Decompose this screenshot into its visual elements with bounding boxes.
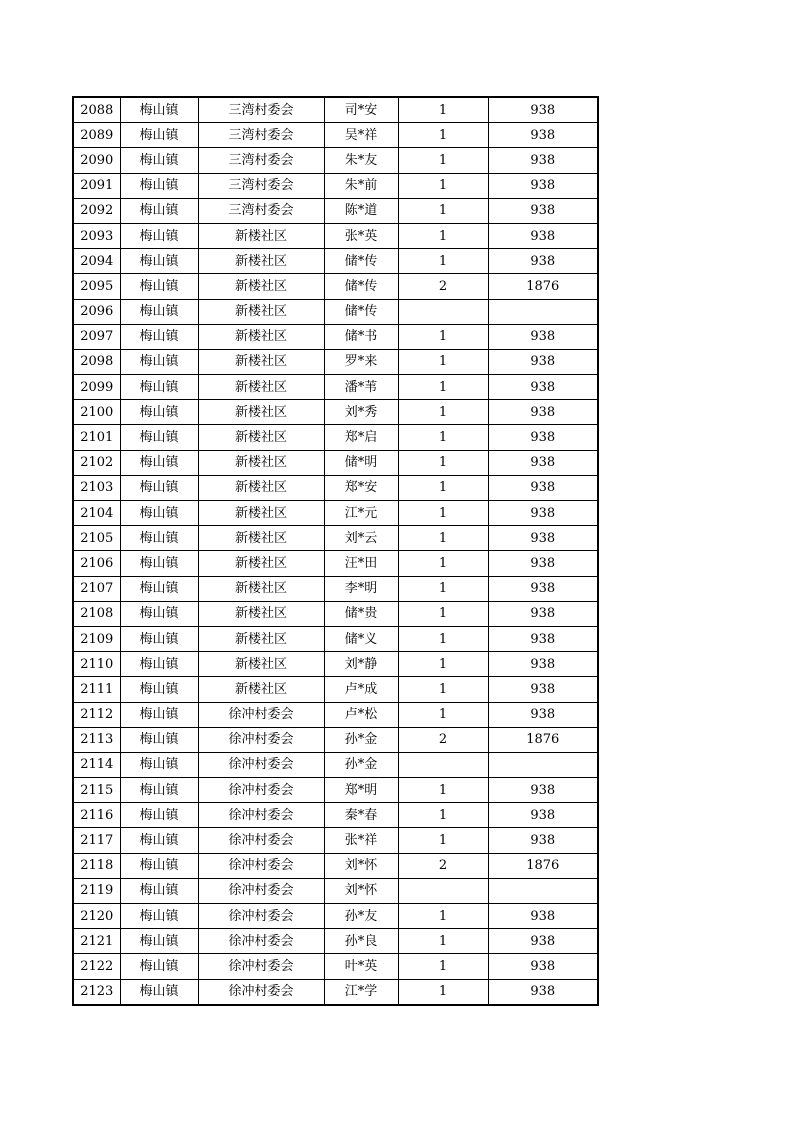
name-cell: 郑*启 — [324, 425, 398, 450]
town-cell: 梅山镇 — [120, 349, 198, 374]
town-cell: 梅山镇 — [120, 778, 198, 803]
amount-cell: 938 — [488, 576, 598, 601]
name-cell: 储*传 — [324, 299, 398, 324]
table-row — [73, 929, 598, 954]
count-cell: 1 — [398, 349, 488, 374]
village-cell: 新楼社区 — [198, 652, 324, 677]
count-cell: 1 — [398, 652, 488, 677]
table-row — [73, 677, 598, 702]
village-cell: 新楼社区 — [198, 626, 324, 651]
amount-cell: 1876 — [488, 727, 598, 752]
town-cell: 梅山镇 — [120, 803, 198, 828]
name-cell: 孙*友 — [324, 904, 398, 929]
town-cell: 梅山镇 — [120, 853, 198, 878]
village-cell: 徐冲村委会 — [198, 853, 324, 878]
town-cell: 梅山镇 — [120, 929, 198, 954]
town-cell: 梅山镇 — [120, 652, 198, 677]
count-cell: 1 — [398, 148, 488, 173]
town-cell: 梅山镇 — [120, 551, 198, 576]
count-cell: 1 — [398, 501, 488, 526]
village-cell: 新楼社区 — [198, 526, 324, 551]
name-cell: 卢*成 — [324, 677, 398, 702]
table-row — [73, 501, 598, 526]
table-row — [73, 752, 598, 777]
amount-cell: 1876 — [488, 853, 598, 878]
town-cell: 梅山镇 — [120, 375, 198, 400]
table-row — [73, 652, 598, 677]
amount-cell: 938 — [488, 450, 598, 475]
name-cell: 储*书 — [324, 324, 398, 349]
row-number-cell: 2101 — [73, 425, 120, 450]
row-number-cell: 2109 — [73, 626, 120, 651]
town-cell: 梅山镇 — [120, 702, 198, 727]
town-cell: 梅山镇 — [120, 576, 198, 601]
amount-cell: 938 — [488, 400, 598, 425]
count-cell: 1 — [398, 979, 488, 1005]
table-row — [73, 778, 598, 803]
village-cell: 新楼社区 — [198, 400, 324, 425]
town-cell: 梅山镇 — [120, 727, 198, 752]
town-cell: 梅山镇 — [120, 475, 198, 500]
table-row — [73, 299, 598, 324]
village-cell: 徐冲村委会 — [198, 979, 324, 1005]
name-cell: 孙*良 — [324, 929, 398, 954]
table-row — [73, 979, 598, 1005]
village-cell: 新楼社区 — [198, 223, 324, 248]
amount-cell: 938 — [488, 475, 598, 500]
village-cell: 三湾村委会 — [198, 198, 324, 223]
row-number-cell: 2113 — [73, 727, 120, 752]
row-number-cell: 2114 — [73, 752, 120, 777]
row-number-cell: 2104 — [73, 501, 120, 526]
village-cell: 徐冲村委会 — [198, 702, 324, 727]
amount-cell: 938 — [488, 551, 598, 576]
table-row — [73, 702, 598, 727]
village-cell: 新楼社区 — [198, 475, 324, 500]
town-cell: 梅山镇 — [120, 677, 198, 702]
row-number-cell: 2107 — [73, 576, 120, 601]
name-cell: 郑*明 — [324, 778, 398, 803]
amount-cell: 938 — [488, 501, 598, 526]
town-cell: 梅山镇 — [120, 274, 198, 299]
town-cell: 梅山镇 — [120, 299, 198, 324]
name-cell: 储*贵 — [324, 601, 398, 626]
village-cell: 徐冲村委会 — [198, 954, 324, 979]
village-cell: 三湾村委会 — [198, 97, 324, 123]
count-cell: 1 — [398, 778, 488, 803]
name-cell: 刘*怀 — [324, 878, 398, 903]
amount-cell: 938 — [488, 526, 598, 551]
table-row — [73, 375, 598, 400]
amount-cell — [488, 878, 598, 903]
count-cell: 1 — [398, 97, 488, 123]
row-number-cell: 2103 — [73, 475, 120, 500]
village-cell: 新楼社区 — [198, 274, 324, 299]
town-cell: 梅山镇 — [120, 954, 198, 979]
row-number-cell: 2121 — [73, 929, 120, 954]
town-cell: 梅山镇 — [120, 828, 198, 853]
village-cell: 新楼社区 — [198, 501, 324, 526]
town-cell: 梅山镇 — [120, 526, 198, 551]
village-cell: 徐冲村委会 — [198, 803, 324, 828]
count-cell: 2 — [398, 853, 488, 878]
name-cell: 朱*前 — [324, 173, 398, 198]
row-number-cell: 2112 — [73, 702, 120, 727]
table-row — [73, 526, 598, 551]
village-cell: 新楼社区 — [198, 299, 324, 324]
data-table — [72, 96, 599, 1006]
row-number-cell: 2096 — [73, 299, 120, 324]
village-cell: 三湾村委会 — [198, 148, 324, 173]
table-body — [73, 97, 598, 1005]
name-cell: 张*英 — [324, 223, 398, 248]
row-number-cell: 2093 — [73, 223, 120, 248]
table-row — [73, 173, 598, 198]
table-row — [73, 450, 598, 475]
name-cell: 司*安 — [324, 97, 398, 123]
name-cell: 刘*怀 — [324, 853, 398, 878]
name-cell: 张*祥 — [324, 828, 398, 853]
row-number-cell: 2090 — [73, 148, 120, 173]
village-cell: 徐冲村委会 — [198, 752, 324, 777]
name-cell: 秦*春 — [324, 803, 398, 828]
name-cell: 罗*来 — [324, 349, 398, 374]
count-cell: 2 — [398, 727, 488, 752]
village-cell: 新楼社区 — [198, 551, 324, 576]
name-cell: 郑*安 — [324, 475, 398, 500]
row-number-cell: 2095 — [73, 274, 120, 299]
table-row — [73, 249, 598, 274]
amount-cell: 938 — [488, 324, 598, 349]
table-row — [73, 324, 598, 349]
count-cell — [398, 878, 488, 903]
amount-cell: 938 — [488, 626, 598, 651]
table-row — [73, 97, 598, 123]
row-number-cell: 2120 — [73, 904, 120, 929]
town-cell: 梅山镇 — [120, 626, 198, 651]
name-cell: 李*明 — [324, 576, 398, 601]
village-cell: 新楼社区 — [198, 375, 324, 400]
table-row — [73, 475, 598, 500]
count-cell: 2 — [398, 274, 488, 299]
count-cell: 1 — [398, 904, 488, 929]
table-row — [73, 349, 598, 374]
count-cell: 1 — [398, 123, 488, 148]
name-cell: 叶*英 — [324, 954, 398, 979]
amount-cell: 938 — [488, 828, 598, 853]
amount-cell: 938 — [488, 601, 598, 626]
amount-cell: 938 — [488, 677, 598, 702]
name-cell: 江*学 — [324, 979, 398, 1005]
amount-cell: 938 — [488, 652, 598, 677]
row-number-cell: 2116 — [73, 803, 120, 828]
village-cell: 徐冲村委会 — [198, 828, 324, 853]
name-cell: 江*元 — [324, 501, 398, 526]
amount-cell: 938 — [488, 929, 598, 954]
amount-cell: 938 — [488, 904, 598, 929]
town-cell: 梅山镇 — [120, 148, 198, 173]
count-cell: 1 — [398, 551, 488, 576]
village-cell: 徐冲村委会 — [198, 904, 324, 929]
row-number-cell: 2088 — [73, 97, 120, 123]
table-row — [73, 198, 598, 223]
table-row — [73, 123, 598, 148]
town-cell: 梅山镇 — [120, 601, 198, 626]
row-number-cell: 2105 — [73, 526, 120, 551]
row-number-cell: 2115 — [73, 778, 120, 803]
town-cell: 梅山镇 — [120, 324, 198, 349]
table-row — [73, 400, 598, 425]
count-cell — [398, 299, 488, 324]
amount-cell: 938 — [488, 223, 598, 248]
table-row — [73, 727, 598, 752]
name-cell: 汪*田 — [324, 551, 398, 576]
town-cell: 梅山镇 — [120, 979, 198, 1005]
village-cell: 新楼社区 — [198, 249, 324, 274]
town-cell: 梅山镇 — [120, 249, 198, 274]
table-row — [73, 551, 598, 576]
table-row — [73, 626, 598, 651]
count-cell: 1 — [398, 526, 488, 551]
row-number-cell: 2094 — [73, 249, 120, 274]
amount-cell: 938 — [488, 954, 598, 979]
name-cell: 潘*苇 — [324, 375, 398, 400]
table-row — [73, 828, 598, 853]
row-number-cell: 2092 — [73, 198, 120, 223]
row-number-cell: 2123 — [73, 979, 120, 1005]
row-number-cell: 2119 — [73, 878, 120, 903]
count-cell: 1 — [398, 626, 488, 651]
count-cell: 1 — [398, 400, 488, 425]
town-cell: 梅山镇 — [120, 450, 198, 475]
name-cell: 刘*秀 — [324, 400, 398, 425]
town-cell: 梅山镇 — [120, 123, 198, 148]
row-number-cell: 2106 — [73, 551, 120, 576]
amount-cell: 938 — [488, 148, 598, 173]
table-row — [73, 274, 598, 299]
village-cell: 新楼社区 — [198, 601, 324, 626]
amount-cell: 938 — [488, 375, 598, 400]
name-cell: 储*传 — [324, 249, 398, 274]
table-row — [73, 425, 598, 450]
town-cell: 梅山镇 — [120, 501, 198, 526]
amount-cell: 938 — [488, 803, 598, 828]
amount-cell: 938 — [488, 97, 598, 123]
row-number-cell: 2098 — [73, 349, 120, 374]
village-cell: 徐冲村委会 — [198, 929, 324, 954]
name-cell: 孙*金 — [324, 752, 398, 777]
count-cell: 1 — [398, 375, 488, 400]
town-cell: 梅山镇 — [120, 173, 198, 198]
table-row — [73, 601, 598, 626]
table-row — [73, 878, 598, 903]
count-cell: 1 — [398, 324, 488, 349]
table-row — [73, 148, 598, 173]
table-row — [73, 853, 598, 878]
amount-cell: 938 — [488, 778, 598, 803]
amount-cell: 938 — [488, 198, 598, 223]
row-number-cell: 2111 — [73, 677, 120, 702]
village-cell: 徐冲村委会 — [198, 727, 324, 752]
village-cell: 新楼社区 — [198, 450, 324, 475]
town-cell: 梅山镇 — [120, 904, 198, 929]
town-cell: 梅山镇 — [120, 878, 198, 903]
count-cell: 1 — [398, 702, 488, 727]
count-cell: 1 — [398, 450, 488, 475]
village-cell: 徐冲村委会 — [198, 778, 324, 803]
table-row — [73, 803, 598, 828]
town-cell: 梅山镇 — [120, 198, 198, 223]
town-cell: 梅山镇 — [120, 425, 198, 450]
village-cell: 三湾村委会 — [198, 173, 324, 198]
amount-cell: 938 — [488, 425, 598, 450]
row-number-cell: 2108 — [73, 601, 120, 626]
count-cell: 1 — [398, 954, 488, 979]
count-cell: 1 — [398, 803, 488, 828]
name-cell: 陈*道 — [324, 198, 398, 223]
count-cell: 1 — [398, 828, 488, 853]
amount-cell: 938 — [488, 349, 598, 374]
village-cell: 新楼社区 — [198, 324, 324, 349]
village-cell: 新楼社区 — [198, 425, 324, 450]
amount-cell: 938 — [488, 702, 598, 727]
amount-cell: 938 — [488, 979, 598, 1005]
name-cell: 刘*云 — [324, 526, 398, 551]
amount-cell: 938 — [488, 249, 598, 274]
row-number-cell: 2099 — [73, 375, 120, 400]
count-cell: 1 — [398, 425, 488, 450]
name-cell: 孙*金 — [324, 727, 398, 752]
count-cell: 1 — [398, 576, 488, 601]
row-number-cell: 2091 — [73, 173, 120, 198]
count-cell: 1 — [398, 198, 488, 223]
table-row — [73, 954, 598, 979]
row-number-cell: 2117 — [73, 828, 120, 853]
count-cell — [398, 752, 488, 777]
name-cell: 储*传 — [324, 274, 398, 299]
count-cell: 1 — [398, 173, 488, 198]
village-cell: 新楼社区 — [198, 677, 324, 702]
town-cell: 梅山镇 — [120, 97, 198, 123]
table-row — [73, 904, 598, 929]
amount-cell: 938 — [488, 173, 598, 198]
name-cell: 吴*祥 — [324, 123, 398, 148]
row-number-cell: 2122 — [73, 954, 120, 979]
village-cell: 徐冲村委会 — [198, 878, 324, 903]
table-row — [73, 576, 598, 601]
amount-cell: 1876 — [488, 274, 598, 299]
count-cell: 1 — [398, 249, 488, 274]
count-cell: 1 — [398, 601, 488, 626]
count-cell: 1 — [398, 677, 488, 702]
town-cell: 梅山镇 — [120, 400, 198, 425]
amount-cell — [488, 299, 598, 324]
village-cell: 三湾村委会 — [198, 123, 324, 148]
village-cell: 新楼社区 — [198, 576, 324, 601]
row-number-cell: 2100 — [73, 400, 120, 425]
table-row — [73, 223, 598, 248]
count-cell: 1 — [398, 929, 488, 954]
count-cell: 1 — [398, 475, 488, 500]
town-cell: 梅山镇 — [120, 223, 198, 248]
amount-cell — [488, 752, 598, 777]
town-cell: 梅山镇 — [120, 752, 198, 777]
count-cell: 1 — [398, 223, 488, 248]
name-cell: 朱*友 — [324, 148, 398, 173]
village-cell: 新楼社区 — [198, 349, 324, 374]
row-number-cell: 2110 — [73, 652, 120, 677]
row-number-cell: 2097 — [73, 324, 120, 349]
name-cell: 储*义 — [324, 626, 398, 651]
name-cell: 卢*松 — [324, 702, 398, 727]
row-number-cell: 2102 — [73, 450, 120, 475]
name-cell: 储*明 — [324, 450, 398, 475]
name-cell: 刘*静 — [324, 652, 398, 677]
row-number-cell: 2089 — [73, 123, 120, 148]
row-number-cell: 2118 — [73, 853, 120, 878]
amount-cell: 938 — [488, 123, 598, 148]
